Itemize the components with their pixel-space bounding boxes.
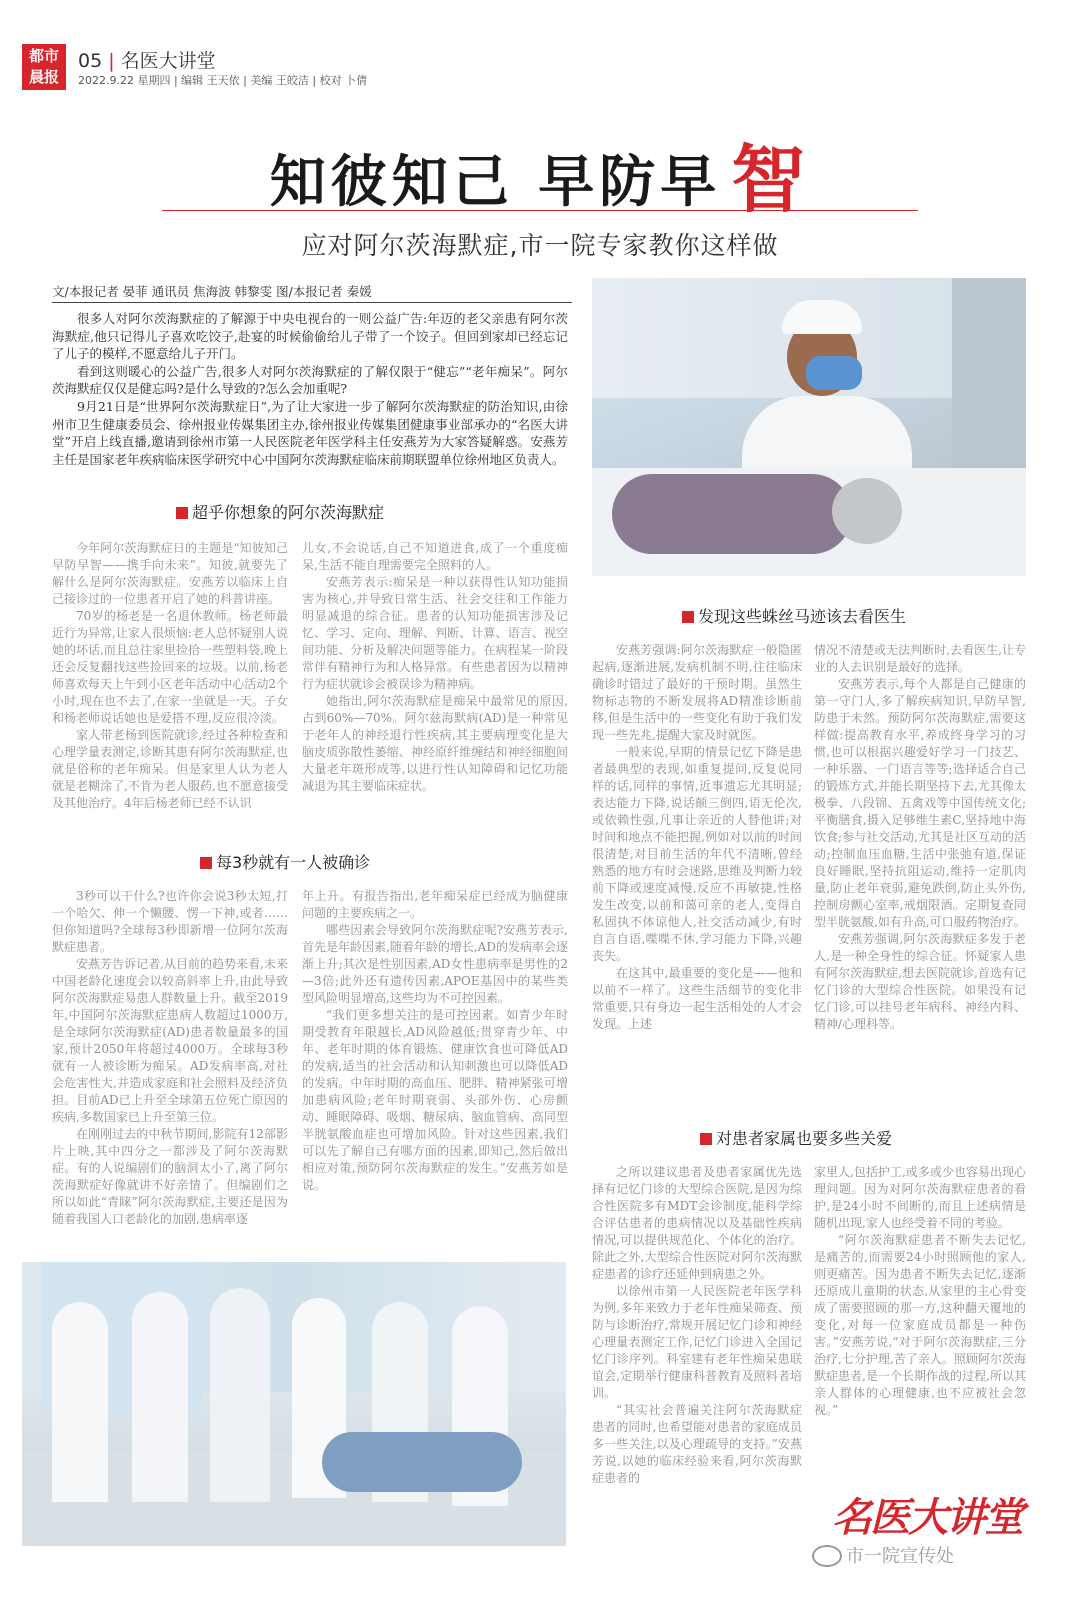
paragraph: 情况不清楚或无法判断时,去看医生,让专业的人去识别是最好的选择。 — [814, 643, 1026, 674]
wechat-icon — [812, 1545, 842, 1567]
paragraph: 3秒可以干什么?也许你会说3秒太短,打一个哈欠、伸一个懒腰、愣一下神,或者……但你知道吗?全球每3秒即新增一位阿尔茨海默症患者。 — [52, 889, 288, 954]
red-square-icon — [176, 507, 188, 519]
section-heading — [700, 1126, 892, 1149]
patient-head — [832, 478, 902, 544]
paragraph: 安燕芳告诉记者,从目前的趋势来看,未来中国老龄化速度会以较高斜率上升,由此导致阿尔茨海默症易患人群数量上升。截至2019年,中国阿尔茨海默症患病人数超过1000万,是全球阿尔茨海默症(AD)患者数量最多的国家,预计2050年将超过4000万。全球每3秒就有一人被诊断为痴呆。AD发病率高,对社会危害性大,并造成家庭和社会照料及经济负担。目前AD已上升至全球第五位死亡原因的疾病,多数国家已上升至第三位。 — [52, 957, 288, 1124]
patient-blanket — [322, 1432, 522, 1492]
paragraph: 之所以建议患者及患者家属优先选择有记忆门诊的大型综合医院,是因为综合性医院多有MDT会诊制度,能科学综合评估患者的患病情况以及基础性疾病情况,可以提供规范化、个体化的治疗。除此之外,大型综合性医院对阿尔茨海默症患者的诊疗还延伸到病患之外。 — [592, 1165, 802, 1281]
paragraph: 安燕芳强调:阿尔茨海默症一般隐匿起病,逐渐进展,发病机制不明,往往临床确诊时错过了最好的干预时期。虽然生物标志物的不断发展将AD精准诊断前移,但是生活中的一些变化有助于我们发现一些先兆,提醒大家及时就医。 — [592, 643, 802, 742]
intro-paragraph: 很多人对阿尔茨海默症的了解源于中央电视台的一则公益广告:年迈的老父亲患有阿尔茨海默症,他只记得儿子喜欢吃饺子,赴宴的时候偷偷给儿子带了一个饺子。但回到家却已经忘记了儿子的模样,不愿意给儿子开门。 — [52, 311, 568, 362]
headline-accent: 智 — [731, 137, 811, 223]
paragraph: 以徐州市第一人民医院老年医学科为例,多年来致力于老年性痴呆筛查、预防与诊断治疗,常规开展记忆门诊和神经心理量表测定工作,记忆门诊进入全国记忆门诊序列。科室建有老年性痴呆患联谊会,定期举行健康科普教育及照料者培训。 — [592, 1284, 802, 1400]
red-square-icon — [682, 611, 694, 623]
article-column — [592, 642, 802, 1110]
staff-figure — [210, 1288, 270, 1502]
headline-rule — [162, 210, 918, 211]
paragraph: 70岁的杨老是一名退休教师。杨老师最近行为异常,让家人很烦恼:老人总怀疑别人说她的坏话,而且总往家里捡拾一些塑料袋,晚上还会反复翻找这些捡回来的垃圾。以前,杨老师喜欢每天上午到小区老年活动中心活动2个小时,现在也不去了,在家一坐就是一天。子女和杨老师说话她也是爱搭不理,反应很冷淡。 — [52, 609, 288, 725]
nurse-cap — [782, 300, 862, 334]
paragraph: 今年阿尔茨海默症日的主题是“知彼知己 早防早智——携手向未来”。知彼,就要先了解什么是阿尔茨海默症。安燕芳以临床上自己接诊过的一位患者开启了她的科普讲座。 — [52, 541, 288, 606]
intro-text — [52, 310, 568, 484]
staff-figure — [52, 1302, 108, 1502]
paragraph: 哪些因素会导致阿尔茨海默症呢?安燕芳表示,首先是年龄因素,随着年龄的增长,AD的发病率会逐渐上升;其次是性别因素,AD女性患病率是男性的2—3倍;此外还有遗传因素,APOE基因中的某些类型风险明显增高,这些均为不可控因素。 — [302, 923, 568, 1005]
article-column — [814, 1164, 1026, 1464]
paragraph: 在这其中,最重要的变化是——他和以前不一样了。这些生活细节的变化非常重要,只有身边一起生活相处的人才会发现。上述 — [592, 966, 802, 1031]
watermark — [812, 1542, 954, 1568]
headline — [0, 137, 1080, 223]
paragraph: 儿女,不会说话,自己不知道进食,成了一个重度痴呆,生活不能自理需要完全照料的人。 — [302, 541, 568, 572]
page-header — [78, 46, 216, 73]
paragraph: 一般来说,早期的情景记忆下降是患者最典型的表现,如重复提问,反复说同样的话,同样的事情,近事遗忘尤其明显;表达能力下降,说话颠三倒四,语无伦次,或依赖性强,凡事让亲近的人替他讲;对时间和地点不能把握,例如对以前的时间很清楚,对目前生活的年代不清晰,曾经熟悉的地方有时会迷路,思维及判断力较前下降或速度减慢,反应不再敏捷,性格发生改变,以前和蔼可亲的老人,变得自私固执不体谅他人,社交活动减少,有时自言自语,喋喋不休,学习能力下降,兴趣丧失。 — [592, 745, 802, 963]
paragraph: 她指出,阿尔茨海默症是痴呆中最常见的原因,占到60%—70%。阿尔兹海默病(AD)是一种常见于老年人的神经退行性疾病,其主要病理变化是大脑皮质弥散性萎缩、神经原纤维缠结和神经细胞间大量老年斑形成等,以进行性认知障碍和记忆功能减退为其主要临床症状。 — [302, 694, 568, 793]
article-column — [302, 540, 568, 836]
page-number: 05 — [78, 50, 103, 72]
paragraph: 家里人,包括护工,或多或少也容易出现心理问题。因为对阿尔茨海默症患者的看护,是24小时不间断的,而且上述病情是随机出现,家人也经受着不同的考验。 — [814, 1165, 1026, 1230]
headline-main: 知彼知己 早防早 — [269, 150, 722, 215]
paragraph: 安燕芳强调,阿尔茨海默症多发于老人,是一种全身性的综合征。怀疑家人患有阿尔茨海默症,想去医院就诊,首选有记忆门诊的大型综合性医院。如果没有记忆门诊,可以挂号老年病科、神经内科、精神/心理科等。 — [814, 932, 1026, 1031]
article-column — [814, 642, 1026, 1110]
article-column — [592, 1164, 802, 1548]
article-column — [302, 888, 568, 1238]
issue-meta: 2022.9.22 星期四 | 编辑 王天依 | 美编 王皎洁 | 校对 卜倩 — [78, 74, 368, 87]
section-heading-text: 每3秒就有一人被确诊 — [216, 853, 371, 872]
column-brand: 名医大讲堂 — [832, 1494, 1022, 1541]
section-heading-text: 对患者家属也要多些关爱 — [716, 1129, 893, 1148]
paragraph: 家人带老杨到医院就诊,经过各种检查和心理学量表测定,诊断其患有阿尔茨海默症,也就是俗称的老年痴呆。但是家里人认为老人就是老糊涂了,不肯为老人服药,也不愿意接受及其他治疗。4年后杨老师已经不认识 — [52, 728, 288, 810]
header-divider: | — [108, 50, 115, 72]
paragraph: “其实社会普遍关注阿尔茨海默症患者的同时,也希望能对患者的家庭成员多一些关注,以及心理疏导的支持。”安燕芳说,以她的临床经验来看,阿尔茨海默症患者的 — [592, 1403, 802, 1485]
subheadline: 应对阿尔茨海默症,市一院专家教你这样做 — [301, 231, 779, 260]
section-heading — [682, 604, 906, 627]
intro-paragraph: 9月21日是“世界阿尔茨海默症日”,为了让大家进一步了解阿尔茨海默症的防治知识,由徐州市卫生健康委员会、徐州报业传媒集团主办,徐州报业传媒集团健康事业部承办的“名医大讲堂”开启上线直播,邀请到徐州市第一人民医院老年医学科主任安燕芳为大家答疑解惑。安燕芳主任是国家老年疾病临床医学研究中心中国阿尔茨海默症临床前期联盟单位徐州地区负责人。 — [52, 398, 568, 467]
nurse-mask — [806, 356, 862, 390]
watermark-text: 市一院宣传处 — [846, 1546, 954, 1567]
photo-medical-team — [22, 1262, 566, 1546]
article-column — [52, 540, 288, 836]
photo-nurse-patient — [592, 278, 1026, 576]
section-heading — [176, 500, 384, 523]
section-heading-text: 发现这些蛛丝马迹该去看医生 — [698, 607, 907, 626]
intro-paragraph: 看到这则暖心的公益广告,很多人对阿尔茨海默症的了解仅限于“健忘”“老年痴呆”。阿尔茨海默症仅仅是健忘吗?是什么导致的?怎么会加重呢? — [52, 363, 568, 397]
section-name: 名医大讲堂 — [120, 50, 216, 72]
paragraph: 在刚刚过去的中秋节期间,影院有12部影片上映,其中四分之一都涉及了阿尔茨海默症。有的人说编剧们的脑洞太小了,离了阿尔茨海默症好像就讲不好亲情了。但编剧们之所以如此“青睐”阿尔茨海默症,主要还是因为随着我国人口老龄化的加剧,患病率逐 — [52, 1127, 288, 1226]
article-column — [52, 888, 288, 1238]
paragraph: “阿尔茨海默症患者不断失去记忆,是痛苦的,而需要24小时照顾他的家人,则更痛苦。因为患者不断失去记忆,逐渐还原成儿童期的状态,从家里的主心骨变成了需要照顾的那一方,这种翻天覆地的变化,对每一位家庭成员都是一种伤害。”安燕芳说,“对于阿尔茨海默症,三分治疗,七分护理,苦了亲人。照顾阿尔茨海默症患者,是一个长期作战的过程,所以其亲人群体的心理健康,也不应被社会忽视。” — [814, 1233, 1026, 1417]
paragraph: 安燕芳表示:痴呆是一种以获得性认知功能损害为核心,并导致日常生活、社会交往和工作能力明显减退的综合征。患者的认知功能损害涉及记忆、学习、定向、理解、判断、计算、语言、视空间功能、分析及解决问题等能力。在病程某一阶段常伴有精神行为和人格异常。有些患者因为以精神行为症状就诊会被误诊为精神病。 — [302, 575, 568, 691]
patient-body — [612, 474, 852, 554]
paragraph: 安燕芳表示,每个人都是自己健康的第一守门人,多了解疾病知识,早防早智,防患于未然。预防阿尔茨海默症,需要这样做:提高教育水平,养成终身学习的习惯,也可以根据兴趣爱好学习一门技艺、一种乐器、一门语言等等;选择适合自己的锻炼方式,并能长期坚持下去,尤其像太极拳、八段锦、五禽戏等中国传统文化;平衡膳食,摄入足够维生素C,坚持地中海饮食;参与社交活动,尤其是社区互动的活动;控制血压血糖,生活中张弛有道,保证良好睡眠,坚持抗阻运动,维持一定肌肉量,防止老年衰弱,避免跌倒,防止头外伤,控制房颤心室率,戒烟限酒。定期复查同型半胱氨酸,如有升高,可口服药物治疗。 — [814, 677, 1026, 929]
red-square-icon — [700, 1133, 712, 1145]
red-square-icon — [200, 857, 212, 869]
staff-figure — [132, 1292, 188, 1502]
newspaper-logo: 都市晨报 — [22, 44, 66, 90]
paragraph: “我们更多想关注的是可控因素。如青少年时期受教育年限越长,AD风险越低;贯穿青少年、中年、老年时期的体育锻炼、健康饮食也可降低AD的发病,适当的社会活动和认知刺激也可以降低AD的发病。中年时期的高血压、肥胖、精神紧张可增加患病风险;老年时期衰弱、头部外伤、心房颤动、睡眠障碍、吸烟、糖尿病、脑血管病、高同型半胱氨酸血症也可增加风险。针对这些因素,我们可以先了解自己有哪方面的因素,即知己,然后做出相应对策,预防阿尔茨海默症的发生。”安燕芳如是说。 — [302, 1008, 568, 1192]
section-heading — [200, 850, 370, 873]
section-heading-text: 超乎你想象的阿尔茨海默症 — [192, 503, 385, 522]
byline: 文/本报记者 晏菲 通讯员 焦海波 韩黎雯 图/本报记者 秦媛 — [52, 282, 572, 303]
paragraph: 年上升。有报告指出,老年痴呆症已经成为脑健康问题的主要疾病之一。 — [302, 889, 568, 920]
